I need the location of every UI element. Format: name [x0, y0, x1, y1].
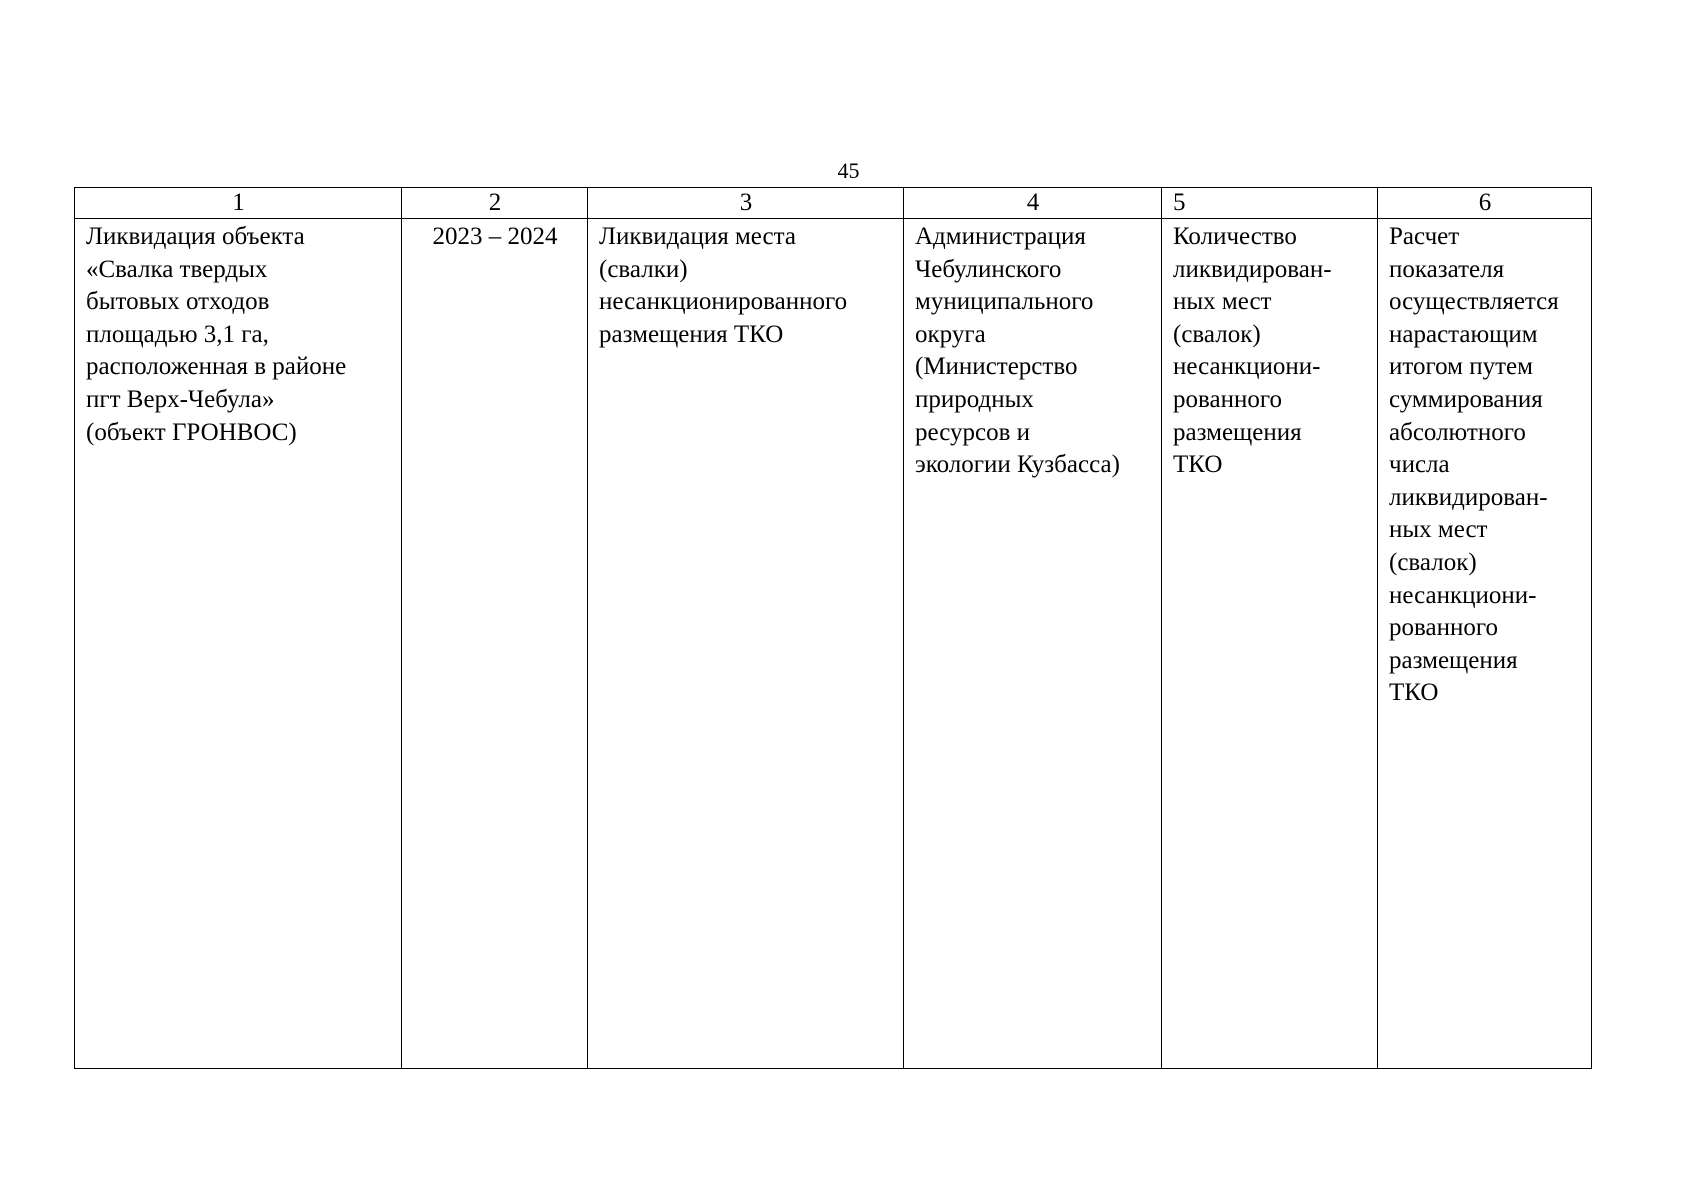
cell-line: показателя — [1389, 255, 1505, 283]
header-cell-6: 6 — [1378, 188, 1592, 219]
cell-line: несанкциони- — [1389, 581, 1537, 609]
cell-line: природных — [915, 385, 1034, 413]
cell-line: площадью 3,1 га, — [86, 320, 269, 348]
cell-line: ных мест — [1389, 516, 1488, 544]
document-table — [74, 187, 1592, 1069]
cell-line: нарастающим — [1389, 320, 1538, 348]
header-cell-2: 2 — [402, 188, 588, 219]
cell-line: ликвидирован- — [1389, 483, 1548, 511]
cell-line: муниципального — [915, 288, 1094, 316]
cell-line: (объект ГРОНВОС) — [86, 418, 297, 446]
cell-line: числа — [1389, 451, 1450, 479]
cell-line: (Министерство — [915, 353, 1078, 381]
cell-line: итогом путем — [1389, 353, 1533, 381]
cell-line: бытовых отходов — [86, 288, 270, 316]
cell-line: (свалки) — [599, 255, 688, 283]
cell-line: Ликвидация места — [599, 223, 796, 250]
cell-line: размещения ТКО — [599, 320, 784, 348]
cell-line: несанкциони- — [1173, 353, 1321, 381]
cell-responsible — [904, 219, 1162, 1069]
cell-line: рованного — [1173, 385, 1282, 413]
cell-line: Количество — [1173, 223, 1297, 250]
cell-line: Чебулинского — [915, 255, 1062, 283]
cell-line: осуществляется — [1389, 288, 1559, 316]
cell-line: размещения — [1173, 418, 1302, 446]
header-cell-1: 1 — [75, 188, 402, 219]
cell-line: «Свалка твердых — [86, 255, 268, 283]
cell-line: округа — [915, 320, 986, 348]
cell-line: ных мест — [1173, 288, 1272, 316]
cell-object-name — [75, 219, 402, 1069]
table-row — [75, 219, 1592, 1069]
cell-line: ТКО — [1389, 679, 1439, 707]
header-cell-5: 5 — [1162, 188, 1378, 219]
cell-line: (свалок) — [1173, 320, 1261, 348]
cell-line: 2023 – 2024 — [432, 223, 558, 250]
cell-line: суммирования — [1389, 385, 1543, 413]
cell-line: рованного — [1389, 614, 1498, 642]
cell-line: (свалок) — [1389, 548, 1477, 576]
cell-line: экологии Кузбасса) — [915, 451, 1120, 479]
cell-line: Ликвидация объекта — [86, 223, 305, 250]
cell-line: абсолютного — [1389, 418, 1526, 446]
table-header-row — [75, 188, 1592, 219]
cell-line: Администрация — [915, 223, 1086, 250]
cell-line: ТКО — [1173, 451, 1223, 479]
cell-line: пгт Верх-Чебула» — [86, 385, 275, 413]
cell-line: ликвидирован- — [1173, 255, 1332, 283]
header-cell-4: 4 — [904, 188, 1162, 219]
cell-line: Расчет — [1389, 223, 1460, 250]
cell-calculation — [1378, 219, 1592, 1069]
page-number: 45 — [837, 158, 860, 183]
cell-result — [588, 219, 904, 1069]
cell-line: несанкционированного — [599, 288, 848, 316]
cell-indicator — [1162, 219, 1378, 1069]
cell-period — [402, 219, 588, 1069]
cell-line: размещения — [1389, 646, 1518, 674]
cell-line: расположенная в районе — [86, 353, 347, 381]
header-cell-3: 3 — [588, 188, 904, 219]
cell-line: ресурсов и — [915, 418, 1031, 446]
